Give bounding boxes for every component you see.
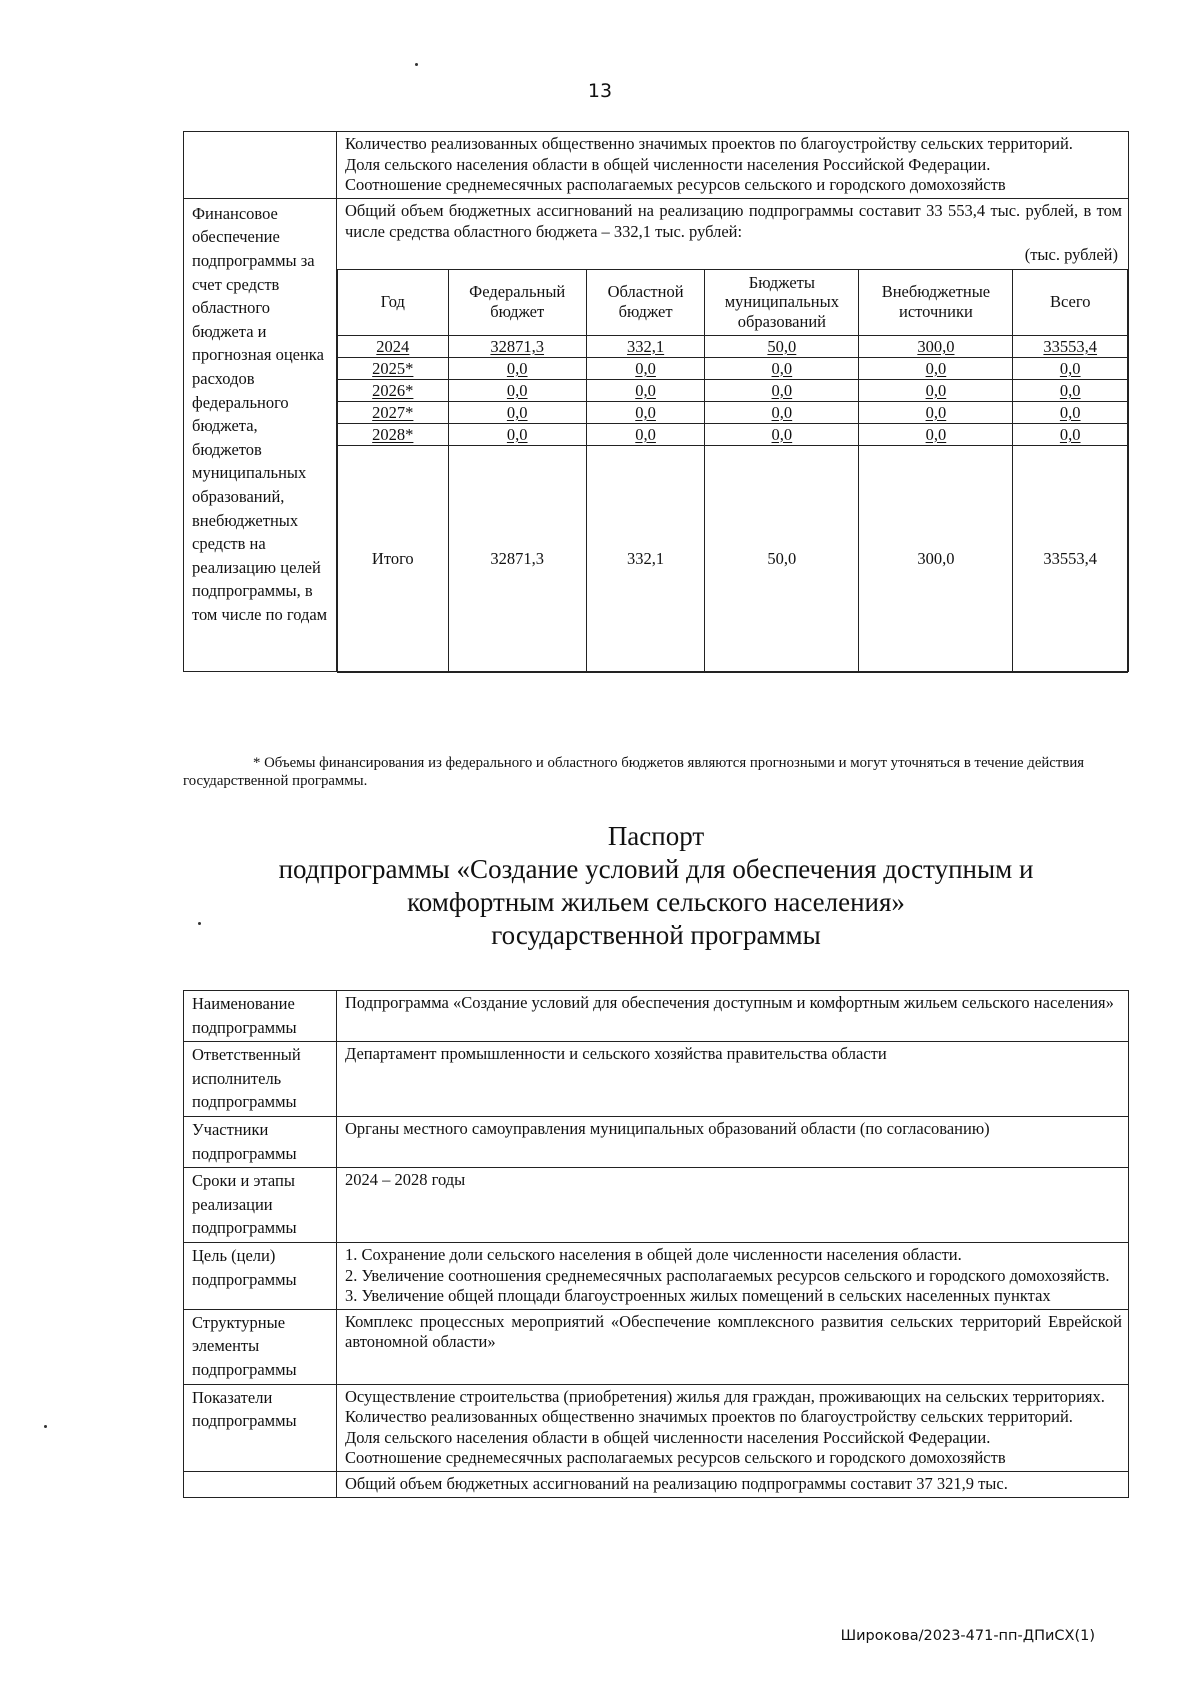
passport-title-line: государственной программы xyxy=(491,920,821,950)
subprogram-continuation-table xyxy=(183,131,1129,672)
budget-header-cell: Всего xyxy=(1013,269,1128,335)
budget-cell: 2024 xyxy=(338,335,449,357)
passport-label: Наименование подпрограммы xyxy=(184,991,337,1042)
budget-cell: 2027* xyxy=(338,401,449,423)
budget-cell: 0,0 xyxy=(1013,401,1128,423)
budget-cell: 332,1 xyxy=(586,335,705,357)
finance-label: Финансовое обеспечение подпрограммы за счет средств областного бюджета и прогнозная оценка расходов федерального бюджета, бюджетов муниципальных образований, внебюджетных средств на реализацию целей подпрограммы, в том числе по годам xyxy=(184,198,337,671)
indicator-item: Количество реализованных общественно значимых проектов по благоустройству сельских территорий. xyxy=(345,1407,1073,1427)
budget-cell: 0,0 xyxy=(705,401,859,423)
budget-header-cell: Внебюджетные источники xyxy=(859,269,1013,335)
budget-cell: 0,0 xyxy=(859,357,1013,379)
passport-title-line: Паспорт xyxy=(607,821,705,851)
budget-cell: 0,0 xyxy=(448,379,586,401)
document-signature-code: Широкова/2023-471-пп-ДПиСХ(1) xyxy=(840,1628,1095,1644)
passport-value: 2024 – 2028 годы xyxy=(337,1168,1129,1243)
budget-row xyxy=(338,357,1128,379)
unit-note: (тыс. рублей) xyxy=(1024,245,1118,265)
budget-total-cell: 332,1 xyxy=(586,445,705,672)
indicators-value-cell xyxy=(337,132,1129,199)
budget-cell: 0,0 xyxy=(859,401,1013,423)
budget-cell: 32871,3 xyxy=(448,335,586,357)
budget-cell: 0,0 xyxy=(448,423,586,445)
budget-total-cell: Итого xyxy=(338,445,449,672)
passport-value: Органы местного самоуправления муниципальных образований области (по согласованию) xyxy=(337,1116,1129,1167)
budget-cell: 0,0 xyxy=(705,423,859,445)
passport-value: Общий объем бюджетных ассигнований на реализацию подпрограммы составит 37 321,9 тыс. xyxy=(337,1472,1129,1498)
budget-cell: 0,0 xyxy=(705,357,859,379)
indicator-line: Доля сельского населения области в общей численности населения Российской Федерации. xyxy=(345,154,991,174)
passport-title-line: подпрограммы «Создание условий для обеспечения доступным и xyxy=(278,854,1034,884)
budget-total-cell: 33553,4 xyxy=(1013,445,1128,672)
indicator-line: Количество реализованных общественно значимых проектов по благоустройству сельских территорий. xyxy=(345,134,1073,153)
passport-label: Цель (цели) подпрограммы xyxy=(184,1242,337,1309)
passport-label: Ответственный исполнитель подпрограммы xyxy=(184,1042,337,1117)
goal-item: 3. Увеличение общей площади благоустроенных жилых помещений в сельских населенных пунктах xyxy=(345,1286,1051,1306)
passport-value: Подпрограмма «Создание условий для обеспечения доступным и комфортным жильем сельского населения» xyxy=(337,991,1129,1042)
goal-item: 1. Сохранение доли сельского населения в общей доле численности населения области. xyxy=(345,1244,962,1264)
budget-cell: 0,0 xyxy=(586,379,705,401)
passport-row xyxy=(184,991,1129,1042)
budget-cell: 0,0 xyxy=(705,379,859,401)
budget-cell: 0,0 xyxy=(448,357,586,379)
budget-cell: 0,0 xyxy=(1013,357,1128,379)
budget-header-cell: Год xyxy=(338,269,449,335)
goal-item: 2. Увеличение соотношения среднемесячных располагаемых ресурсов сельского и городского домохозяйств. xyxy=(345,1265,1110,1285)
budget-row xyxy=(338,379,1128,401)
budget-total-cell: 300,0 xyxy=(859,445,1013,672)
budget-header-cell: Бюджеты муниципальных образований xyxy=(705,269,859,335)
scan-speck xyxy=(44,1425,47,1428)
budget-cell: 0,0 xyxy=(448,401,586,423)
passport-row xyxy=(184,1168,1129,1243)
budget-total-cell: 50,0 xyxy=(705,445,859,672)
passport-label: Показатели подпрограммы xyxy=(184,1384,337,1472)
passport-row xyxy=(184,1242,1129,1309)
indicator-item: Доля сельского населения области в общей численности населения Российской Федерации. xyxy=(345,1427,991,1447)
budget-cell: 0,0 xyxy=(586,423,705,445)
passport-title-line: комфортным жильем сельского населения» xyxy=(407,887,905,917)
page-number: 13 xyxy=(587,80,613,102)
indicator-line: Соотношение среднемесячных располагаемых ресурсов сельского и городского домохозяйств xyxy=(345,175,1006,195)
budget-header-cell: Областной бюджет xyxy=(586,269,705,335)
passport-value: Комплекс процессных мероприятий «Обеспечение комплексного развития сельских территорий Еврейской автономной области» xyxy=(337,1309,1129,1384)
finance-value-cell xyxy=(337,198,1129,671)
budget-cell: 0,0 xyxy=(586,401,705,423)
finance-text: Общий объем бюджетных ассигнований на реализацию подпрограммы составит 33 553,4 тыс. рублей, в том числе средства областного бюджета – 332,1 тыс. рублей: xyxy=(345,200,1122,241)
passport-label: Участники подпрограммы xyxy=(184,1116,337,1167)
passport-value-cell xyxy=(337,1242,1129,1309)
budget-cell: 2028* xyxy=(338,423,449,445)
passport-label: Структурные элементы подпрограммы xyxy=(184,1309,337,1384)
budget-header-row xyxy=(338,269,1128,335)
passport-value: Департамент промышленности и сельского хозяйства правительства области xyxy=(337,1042,1129,1117)
passport-row xyxy=(184,1116,1129,1167)
footnote-text: * Объемы финансирования из федерального и областного бюджетов являются прогнозными и могут уточняться в течение действия государственной программы. xyxy=(183,755,1085,790)
passport-value-cell xyxy=(337,1384,1129,1472)
indicators-row xyxy=(184,132,1129,199)
scan-speck xyxy=(415,63,418,66)
passport-row xyxy=(184,1042,1129,1117)
budget-cell: 0,0 xyxy=(859,423,1013,445)
budget-total-row xyxy=(338,445,1128,672)
budget-cell: 0,0 xyxy=(859,379,1013,401)
footnote xyxy=(183,754,1129,790)
passport-row xyxy=(184,1384,1129,1472)
budget-cell: 0,0 xyxy=(1013,423,1128,445)
budget-row xyxy=(338,423,1128,445)
budget-cell: 300,0 xyxy=(859,335,1013,357)
finance-row xyxy=(184,198,1129,671)
budget-cell: 2026* xyxy=(338,379,449,401)
budget-cell: 2025* xyxy=(338,357,449,379)
budget-cell: 33553,4 xyxy=(1013,335,1128,357)
indicators-label-cell xyxy=(184,132,337,199)
passport-label: Сроки и этапы реализации подпрограммы xyxy=(184,1168,337,1243)
budget-header-cell: Федеральный бюджет xyxy=(448,269,586,335)
budget-row xyxy=(338,335,1128,357)
budget-cell: 50,0 xyxy=(705,335,859,357)
budget-table xyxy=(337,269,1128,673)
budget-total-cell: 32871,3 xyxy=(448,445,586,672)
budget-row xyxy=(338,401,1128,423)
budget-cell: 0,0 xyxy=(1013,379,1128,401)
passport-label xyxy=(184,1472,337,1498)
passport-row xyxy=(184,1472,1129,1498)
passport-row xyxy=(184,1309,1129,1384)
indicator-item: Соотношение среднемесячных располагаемых ресурсов сельского и городского домохозяйств xyxy=(345,1448,1006,1468)
passport-table xyxy=(183,990,1129,1498)
budget-cell: 0,0 xyxy=(586,357,705,379)
indicator-item: Осуществление строительства (приобретения) жилья для граждан, проживающих на сельских территориях. xyxy=(345,1386,1105,1406)
passport-title xyxy=(183,820,1129,952)
